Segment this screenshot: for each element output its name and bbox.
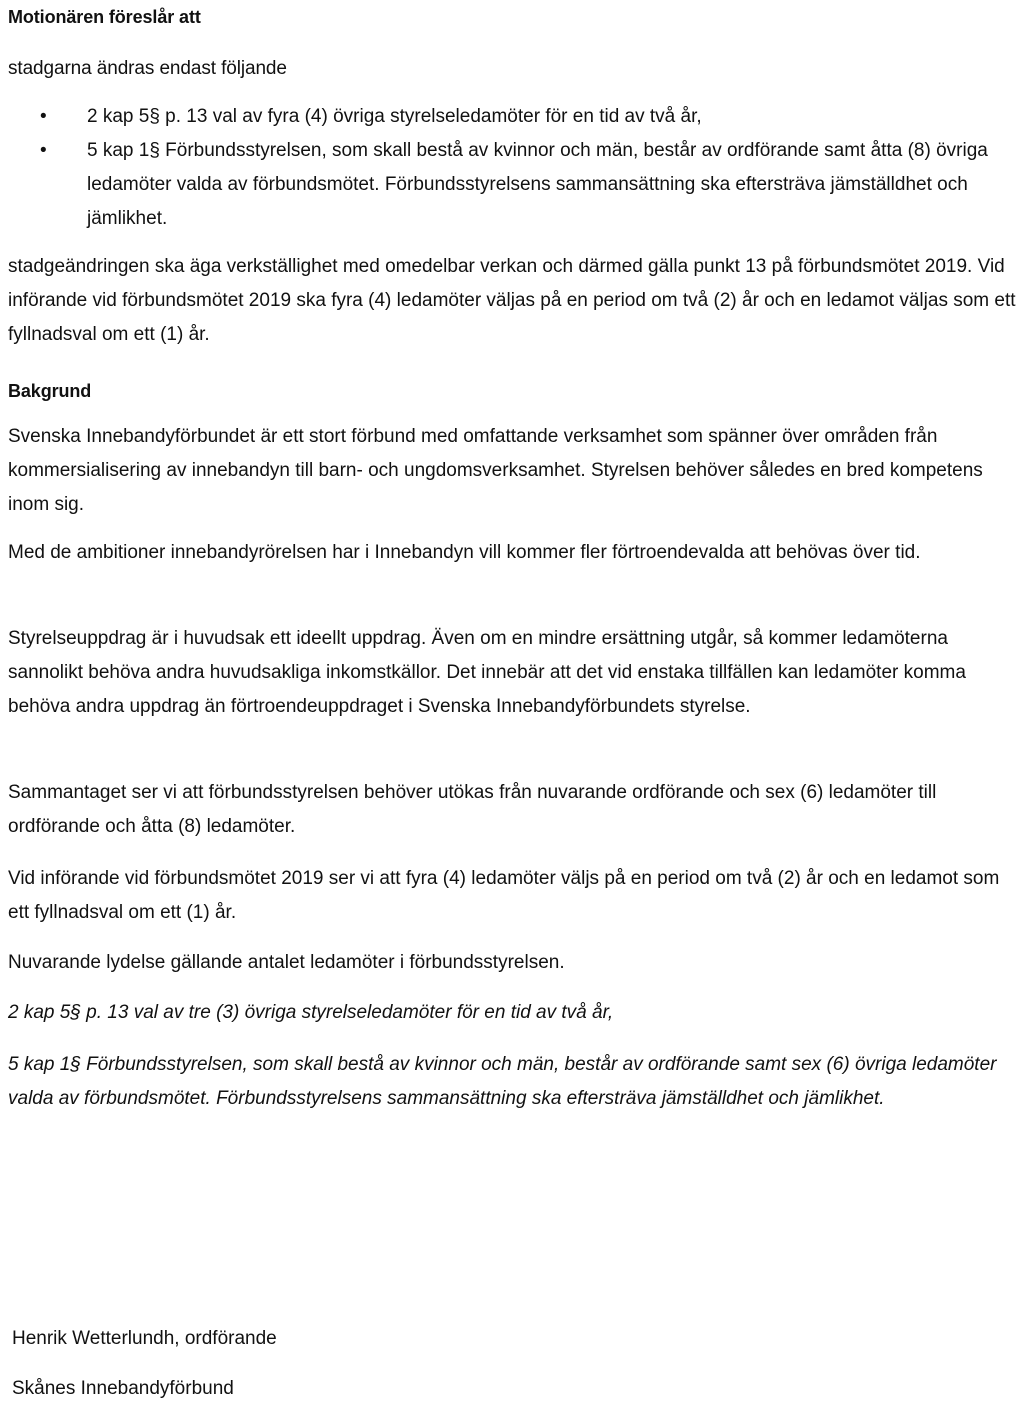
motion-intro: stadgarna ändras endast följande <box>8 58 287 79</box>
current-text-quote: 2 kap 5§ p. 13 val av tre (3) övriga styrelseledamöter för en tid av två år, <box>8 1002 614 1023</box>
bullet-marker: • <box>40 140 47 161</box>
signature-name: Henrik Wetterlundh, ordförande <box>12 1328 277 1349</box>
bullet-marker: • <box>40 106 47 127</box>
background-paragraph: Svenska Innebandyförbundet är ett stort förbund med omfattande verksamhet som spänner över områden från kommersialisering av innebandyn till barn- och ungdomsverksamhet. Styrelsen behöver således en bred kompetens inom sig. <box>8 426 983 515</box>
background-paragraph: Med de ambitioner innebandyrörelsen har i Innebandyn vill kommer fler förtroendevalda att behövas över tid. <box>8 542 921 563</box>
effect-paragraph: stadgeändringen ska äga verkställighet med omedelbar verkan och därmed gälla punkt 13 på förbundsmötet 2019. Vid införande vid förbundsmötet 2019 ska fyra (4) ledamöter väljas på en period om två (2) år och en ledamot väljas som ett fyllnadsval om ett (1) år. <box>8 256 1016 345</box>
background-heading: Bakgrund <box>8 381 92 401</box>
current-text-quote: 5 kap 1§ Förbundsstyrelsen, som skall bestå av kvinnor och män, består av ordförande samt sex (6) övriga ledamöter valda av förbundsmötet. Förbundsstyrelsens sammansättning ska eftersträva jämställdhet och jämlikhet. <box>8 1054 997 1109</box>
motion-heading: Motionären föreslår att <box>8 7 201 27</box>
background-paragraph: Nuvarande lydelse gällande antalet ledamöter i förbundsstyrelsen. <box>8 952 565 973</box>
background-paragraph: Vid införande vid förbundsmötet 2019 ser vi att fyra (4) ledamöter väljs på en period om två (2) år och en ledamot som ett fyllnadsval om ett (1) år. <box>8 868 1000 923</box>
background-paragraph: Sammantaget ser vi att förbundsstyrelsen behöver utökas från nuvarande ordförande och sex (6) ledamöter till ordförande och åtta (8) ledamöter. <box>8 782 937 837</box>
signature-organization: Skånes Innebandyförbund <box>12 1378 234 1399</box>
background-paragraph: Styrelseuppdrag är i huvudsak ett ideellt uppdrag. Även om en mindre ersättning utgår, så kommer ledamöterna sannolikt behöva andra huvudsakliga inkomstkällor. Det innebär att det vid enstaka tillfällen kan ledamöter komma behöva andra uppdrag än förtroendeuppdraget i Svenska Innebandyförbundets styrelse. <box>8 628 966 717</box>
proposal-bullet: 5 kap 1§ Förbundsstyrelsen, som skall bestå av kvinnor och män, består av ordförande samt åtta (8) övriga ledamöter valda av förbundsmötet. Förbundsstyrelsens sammansättning ska eftersträva jämställdhet och jämlikhet. <box>87 140 988 229</box>
proposal-bullet: 2 kap 5§ p. 13 val av fyra (4) övriga styrelseledamöter för en tid av två år, <box>87 106 702 127</box>
